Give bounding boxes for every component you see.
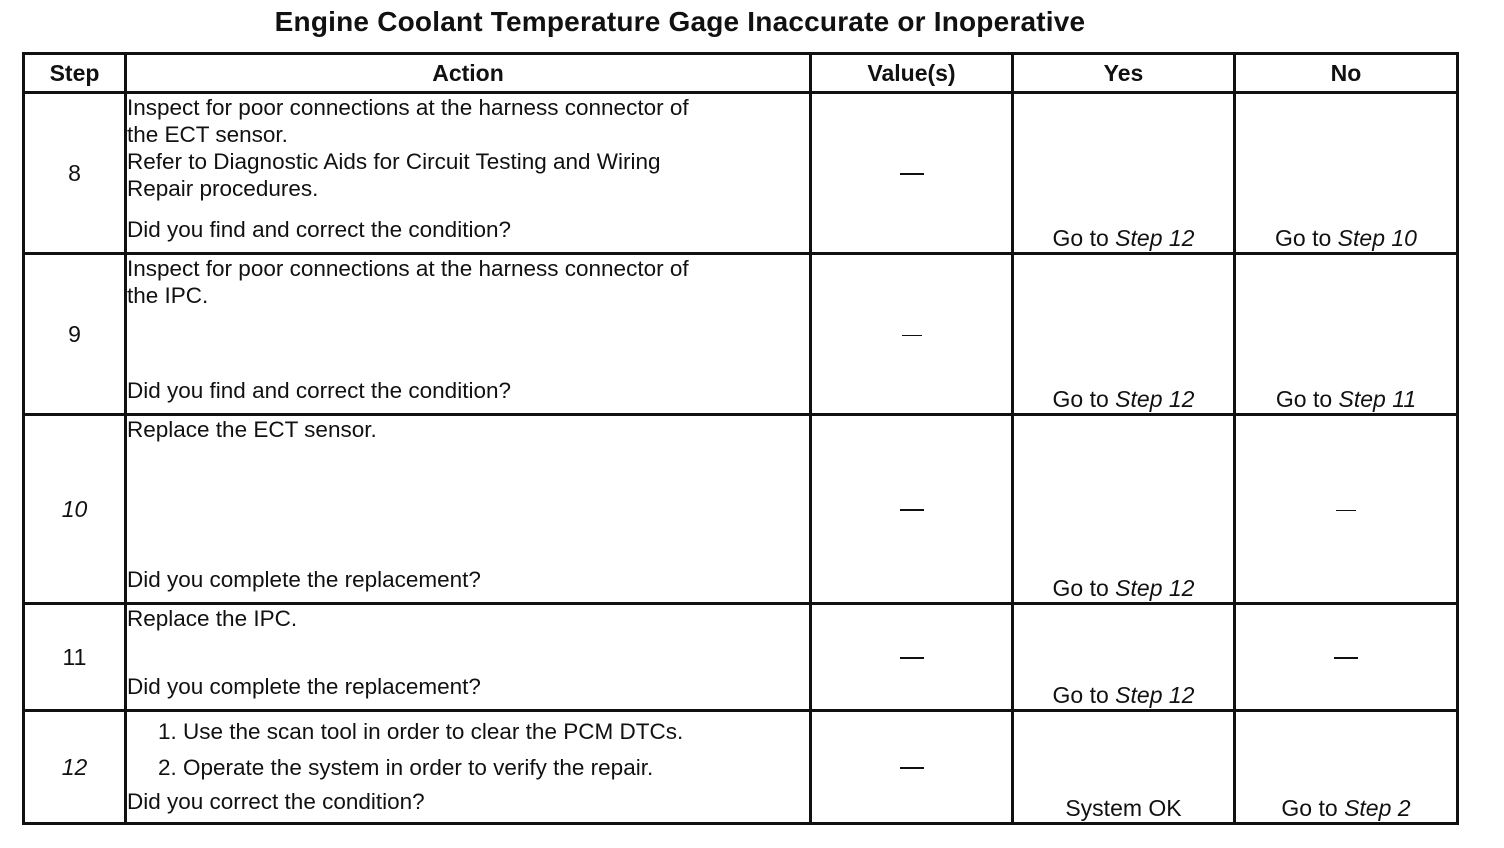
- action-cell: [126, 254, 811, 415]
- action-text: Refer to Diagnostic Aids for Circuit Testing and Wiring: [127, 149, 661, 174]
- step-number: 9: [24, 254, 126, 415]
- value-cell: [811, 254, 1013, 415]
- action-text: Inspect for poor connections at the harness connector of: [127, 256, 689, 281]
- action-list-item: 1. Use the scan tool in order to clear the PCM DTCs.: [183, 714, 809, 750]
- action-text: Repair procedures.: [127, 176, 319, 201]
- no-cell: [1235, 604, 1458, 711]
- no-goto-step: Step 11: [1338, 386, 1417, 412]
- yes-cell: [1013, 254, 1235, 415]
- table-row: [24, 711, 1458, 824]
- value-cell: [811, 604, 1013, 711]
- goto-prefix: Go to: [1052, 682, 1116, 708]
- action-text: the IPC.: [127, 283, 209, 308]
- no-goto-step: Step 2: [1344, 795, 1411, 821]
- goto-prefix: Go to: [1281, 795, 1345, 821]
- yes-goto-step: Step 12: [1115, 575, 1195, 601]
- no-cell: [1235, 254, 1458, 415]
- empty-value-dash: [900, 173, 924, 175]
- yes-cell: [1013, 93, 1235, 254]
- page-title: Engine Coolant Temperature Gage Inaccurate or Inoperative: [274, 6, 1086, 37]
- header-no: No: [1235, 54, 1458, 93]
- yes-goto-step: Step 12: [1115, 386, 1195, 412]
- diagnostic-table: [22, 52, 1459, 825]
- action-cell: [126, 93, 811, 254]
- header-yes: Yes: [1013, 54, 1235, 93]
- yes-goto-step: Step 12: [1115, 225, 1195, 251]
- value-cell: [811, 415, 1013, 604]
- action-text: Inspect for poor connections at the harness connector of: [127, 95, 689, 120]
- action-cell: [126, 711, 811, 824]
- step-number: 12: [24, 711, 126, 824]
- empty-value-dash: [900, 509, 924, 511]
- step-number: 10: [24, 415, 126, 604]
- action-cell: [126, 604, 811, 711]
- yes-cell: [1013, 415, 1235, 604]
- action-cell: [126, 415, 811, 604]
- no-cell: [1235, 711, 1458, 824]
- empty-value-dash: [900, 767, 924, 769]
- table-row: [24, 604, 1458, 711]
- action-text: the ECT sensor.: [127, 122, 288, 147]
- action-text: Replace the IPC.: [127, 606, 298, 631]
- table-row: [24, 415, 1458, 604]
- yes-result: System OK: [1065, 795, 1182, 821]
- action-list-item: 2. Operate the system in order to verify the repair.: [183, 750, 809, 786]
- empty-value-dash: [902, 335, 922, 336]
- goto-prefix: Go to: [1275, 225, 1338, 251]
- yes-goto-step: Step 12: [1115, 682, 1195, 708]
- value-cell: [811, 93, 1013, 254]
- action-question: Did you correct the condition?: [127, 789, 425, 814]
- empty-value-dash: [900, 657, 924, 659]
- action-question: Did you complete the replacement?: [127, 674, 481, 699]
- table-row: [24, 254, 1458, 415]
- no-cell: [1235, 93, 1458, 254]
- no-cell: [1235, 415, 1458, 604]
- yes-cell: [1013, 711, 1235, 824]
- empty-no-dash: [1336, 510, 1356, 511]
- goto-prefix: Go to: [1052, 225, 1116, 251]
- action-question: Did you find and correct the condition?: [127, 217, 511, 242]
- header-values: Value(s): [811, 54, 1013, 93]
- goto-prefix: Go to: [1052, 575, 1116, 601]
- action-question: Did you complete the replacement?: [127, 567, 481, 592]
- step-number: 11: [24, 604, 126, 711]
- empty-no-dash: [1334, 657, 1358, 659]
- table-row: [24, 93, 1458, 254]
- header-row: [24, 54, 1458, 93]
- no-goto-step: Step 10: [1337, 225, 1417, 251]
- action-text: Replace the ECT sensor.: [127, 417, 377, 442]
- value-cell: [811, 711, 1013, 824]
- header-step: Step: [24, 54, 126, 93]
- goto-prefix: Go to: [1052, 386, 1116, 412]
- action-question: Did you find and correct the condition?: [127, 378, 511, 403]
- yes-cell: [1013, 604, 1235, 711]
- header-action: Action: [126, 54, 811, 93]
- step-number: 8: [24, 93, 126, 254]
- action-list: [127, 714, 809, 786]
- goto-prefix: Go to: [1275, 386, 1339, 412]
